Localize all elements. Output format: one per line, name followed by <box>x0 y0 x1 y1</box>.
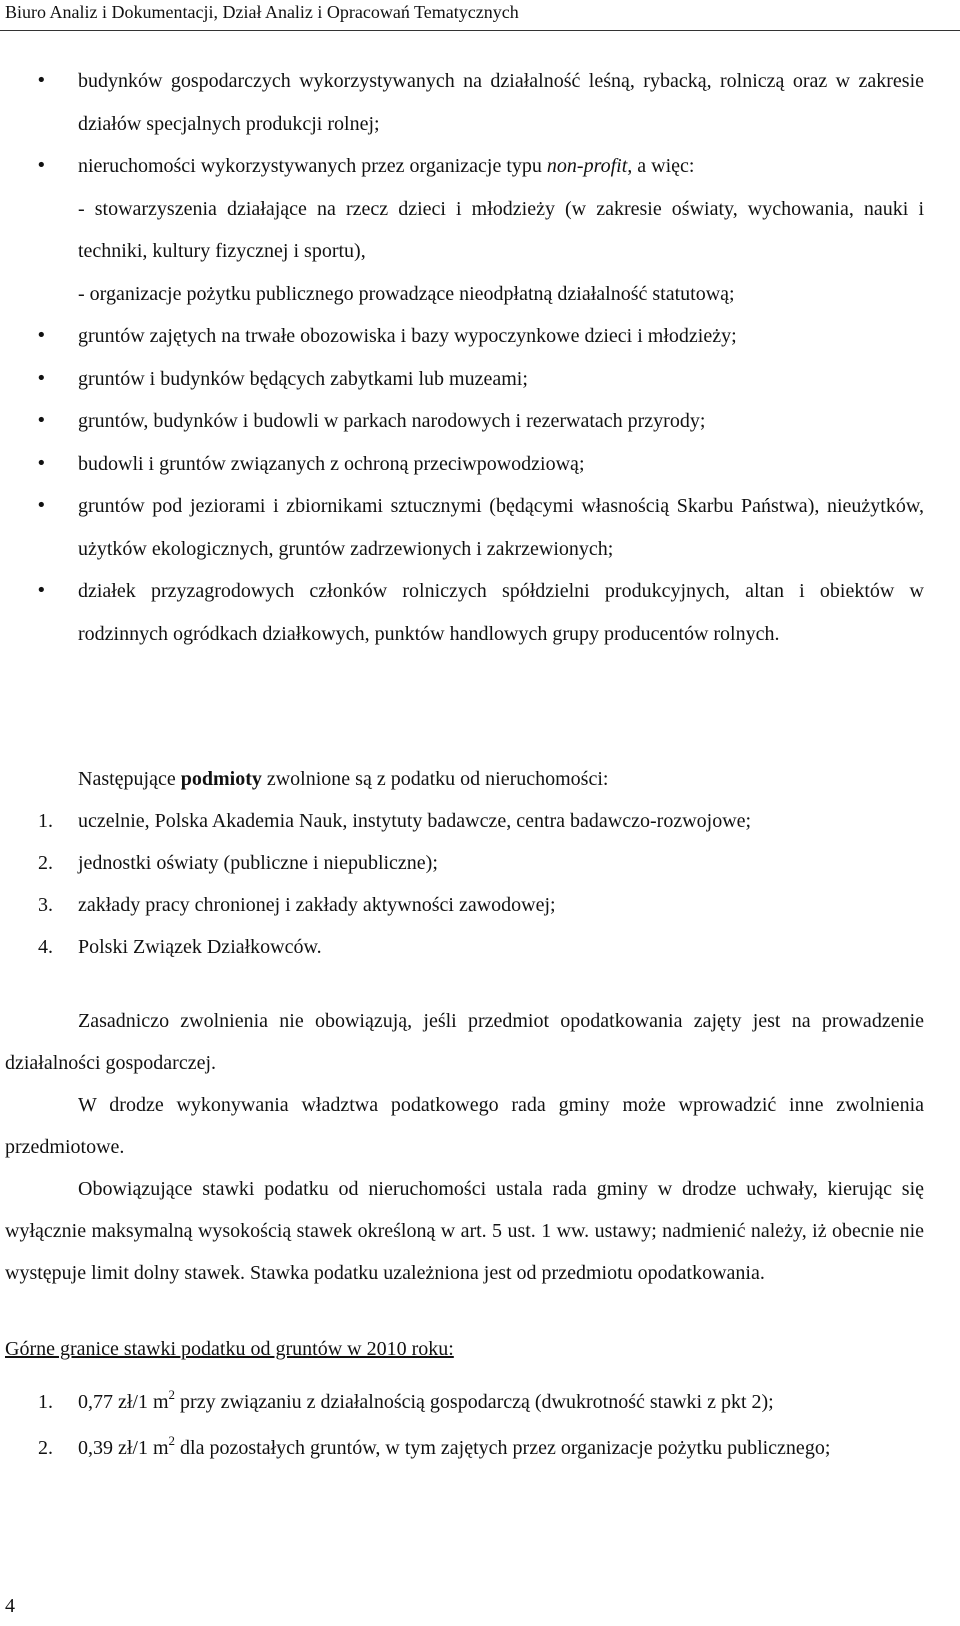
entities-intro: Następujące podmioty zwolnione są z podatku od nieruchomości: <box>78 768 609 790</box>
exemptions-bullet-list <box>0 60 960 655</box>
list-number: 1. <box>38 1391 53 1413</box>
sub-item: - organizacje pożytku publicznego prowadzące nieodpłatną działalność statutową; <box>78 282 735 305</box>
list-item <box>38 884 924 926</box>
list-item-text: uczelnie, Polska Akademia Nauk, instytuty badawcze, centra badawczo-rozwojowe; <box>78 810 752 832</box>
rates-numbered-list <box>0 1380 960 1472</box>
bullet-icon: • <box>36 452 47 474</box>
list-item-text: zakłady pracy chronionej i zakłady aktywności zawodowej; <box>78 894 556 916</box>
entities-numbered-list <box>0 800 960 968</box>
superscript: 2 <box>168 1433 176 1448</box>
list-item-text: Polski Związek Działkowców. <box>78 936 322 958</box>
list-item-text: gruntów pod jeziorami i zbiornikami sztucznymi (będącymi własnością Skarbu Państwa), nieużytków, użytków ekologicznych, gruntów zadrzewionych i zakrzewionych; <box>78 495 924 560</box>
list-item <box>36 315 924 358</box>
list-item-text: budynków gospodarczych wykorzystywanych na działalność leśną, rybacką, rolniczą oraz w zakresie działów specjalnych produkcji rolnej; <box>78 70 924 135</box>
bullet-icon: • <box>36 410 47 431</box>
list-item <box>38 1380 924 1424</box>
list-item <box>36 570 924 655</box>
list-item <box>36 60 924 145</box>
list-item-text: gruntów, budynków i budowli w parkach narodowych i rezerwatach przyrody; <box>78 410 706 432</box>
list-item-text: gruntów i budynków będących zabytkami lub muzeami; <box>78 367 528 390</box>
paragraph-tax-rates: Obowiązujące stawki podatku od nieruchomości ustala rada gminy w drodze uchwały, kierując się wyłącznie maksymalną wysokością stawek określoną w art. 5 ust. 1 ww. ustawy; nadmienić należy, iż obecnie nie występuje limit dolny stawek. Stawka podatku uzależniona jest od przedmiotu opodatkowania. <box>5 1178 924 1284</box>
bullet-icon: • <box>36 367 47 389</box>
list-item-text: jednostki oświaty (publiczne i niepubliczne); <box>78 852 438 874</box>
rates-heading: Górne granice stawki podatku od gruntów w 2010 roku: <box>5 1338 454 1360</box>
bullet-icon: • <box>36 70 47 91</box>
list-item <box>36 400 924 443</box>
list-item <box>38 842 924 884</box>
list-item <box>38 800 924 842</box>
sub-item: - stowarzyszenia działające na rzecz dzieci i młodzieży (w zakresie oświaty, wychowania, nauki i techniki, kultury fizycznej i sportu), <box>78 197 924 262</box>
bullet-icon: • <box>36 580 47 601</box>
paragraph-exemptions-exclusion: Zasadniczo zwolnienia nie obowiązują, jeśli przedmiot opodatkowania zajęty jest na prowadzenie działalności gospodarczej. <box>5 1010 924 1074</box>
list-item-text: działek przyzagrodowych członków rolniczych spółdzielni produkcyjnych, altan i obiektów w rodzinnych ogródkach działkowych, punktów handlowych grupy producentów rolnych. <box>78 580 924 645</box>
bullet-icon: • <box>36 495 47 516</box>
list-number: 2. <box>38 852 53 874</box>
list-item-text: 0,39 zł/1 $m^2$ dla pozostałych gruntów, w tym zajętych przez organizacje pożytku publicznego; <box>78 1433 831 1459</box>
list-number: 2. <box>38 1437 53 1459</box>
list-item <box>36 145 924 315</box>
list-item-text: budowli i gruntów związanych z ochroną przeciwpowodziową; <box>78 452 585 475</box>
list-number: 3. <box>38 894 53 916</box>
list-item-text: 0,77 zł/1 $m^2$ przy związaniu z działalnością gospodarczą (dwukrotność stawki z pkt 2); <box>78 1387 774 1413</box>
list-number: 4. <box>38 936 53 958</box>
italic-term: non-profit, <box>546 155 633 177</box>
list-item <box>38 926 924 968</box>
bullet-icon: • <box>36 155 47 176</box>
list-item-text: gruntów zajętych na trwałe obozowiska i bazy wypoczynkowe dzieci i młodzieży; <box>78 325 737 347</box>
list-number: 1. <box>38 810 53 832</box>
list-item <box>36 443 924 486</box>
list-item <box>38 1426 924 1470</box>
page-number: 4 <box>5 1595 15 1617</box>
bold-term: podmioty <box>180 768 262 790</box>
list-item-text: nieruchomości wykorzystywanych przez organizacje typu non-profit, a więc: <box>78 155 695 177</box>
list-item <box>36 358 924 401</box>
list-item <box>36 485 924 570</box>
bullet-icon: • <box>36 325 47 346</box>
superscript: 2 <box>168 1387 176 1402</box>
header-divider <box>0 30 960 31</box>
paragraph-council-exemptions: W drodze wykonywania władztwa podatkowego rada gminy może wprowadzić inne zwolnienia przedmiotowe. <box>5 1094 924 1158</box>
page-header: Biuro Analiz i Dokumentacji, Dział Analiz i Opracowań Tematycznych <box>5 2 519 22</box>
